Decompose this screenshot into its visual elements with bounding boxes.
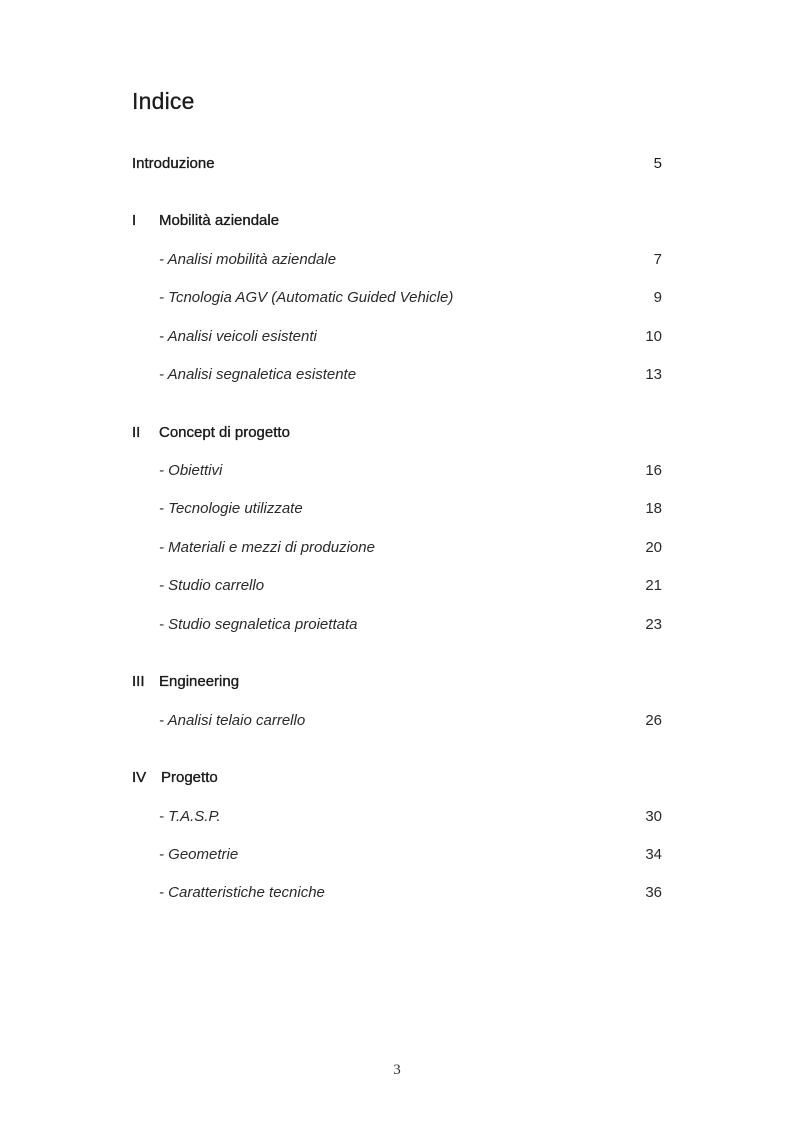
toc-entry-page: 30 bbox=[645, 808, 662, 825]
toc-entry-page: 13 bbox=[645, 366, 662, 383]
toc-entry-label: - Analisi mobilità aziendale bbox=[159, 251, 337, 268]
toc-section-heading bbox=[132, 422, 662, 444]
section-numeral: II bbox=[132, 424, 141, 441]
page-title: Indice bbox=[132, 88, 195, 114]
toc-entry bbox=[132, 287, 662, 309]
section-title: Concept di progetto bbox=[159, 424, 290, 441]
toc-entry-label: - Analisi segnaletica esistente bbox=[159, 366, 357, 383]
section-title: Progetto bbox=[161, 769, 218, 786]
toc-entry-page: 20 bbox=[645, 539, 662, 556]
toc-entry-page: 18 bbox=[645, 500, 662, 517]
section-numeral: III bbox=[132, 673, 145, 690]
section-numeral: IV bbox=[132, 769, 147, 786]
toc-entry bbox=[132, 537, 662, 559]
toc-entry bbox=[132, 460, 662, 482]
toc-entry bbox=[132, 844, 662, 866]
toc-entry-introduction bbox=[132, 153, 662, 175]
page-number: 3 bbox=[393, 1062, 401, 1078]
toc-entry-label: Introduzione bbox=[132, 155, 215, 172]
section-title: Mobilità aziendale bbox=[159, 212, 280, 229]
toc-entry-label: - Tecnologie utilizzate bbox=[159, 500, 303, 517]
toc-entry-label: - T.A.S.P. bbox=[159, 808, 221, 825]
toc-entry bbox=[132, 614, 662, 636]
toc-entry-page: 5 bbox=[653, 155, 662, 172]
toc-section-heading bbox=[132, 767, 662, 789]
toc-entry bbox=[132, 710, 662, 732]
toc-entry-page: 7 bbox=[653, 251, 662, 268]
toc-entry bbox=[132, 575, 662, 597]
toc-entry-label: - Studio carrello bbox=[159, 577, 265, 594]
section-numeral: I bbox=[132, 212, 137, 229]
toc-entry-label: - Studio segnaletica proiettata bbox=[159, 616, 358, 633]
toc-entry-label: - Tcnologia AGV (Automatic Guided Vehicle) bbox=[159, 289, 454, 306]
toc-entry-page: 36 bbox=[645, 884, 662, 901]
toc-entry-page: 16 bbox=[645, 462, 662, 479]
toc-entry bbox=[132, 806, 662, 828]
toc-entry-page: 21 bbox=[645, 577, 662, 594]
toc-entry-page: 23 bbox=[645, 616, 662, 633]
toc-entry-label: - Caratteristiche tecniche bbox=[159, 884, 325, 901]
toc-entry-label: - Geometrie bbox=[159, 846, 239, 863]
toc-entry-page: 10 bbox=[645, 328, 662, 345]
toc-entry bbox=[132, 326, 662, 348]
toc-section-heading bbox=[132, 671, 662, 693]
toc-entry bbox=[132, 249, 662, 271]
toc-entry bbox=[132, 882, 662, 904]
section-title: Engineering bbox=[159, 673, 240, 690]
toc-entry-page: 9 bbox=[653, 289, 662, 306]
toc-section-heading bbox=[132, 210, 662, 232]
toc-entry-label: - Analisi telaio carrello bbox=[159, 712, 306, 729]
toc-entry-label: - Obiettivi bbox=[159, 462, 223, 479]
toc-entry-label: - Materiali e mezzi di produzione bbox=[159, 539, 375, 556]
toc-entry bbox=[132, 498, 662, 520]
toc-entry-label: - Analisi veicoli esistenti bbox=[159, 328, 317, 345]
toc-entry-page: 34 bbox=[645, 846, 662, 863]
toc-entry bbox=[132, 364, 662, 386]
toc-entry-page: 26 bbox=[645, 712, 662, 729]
